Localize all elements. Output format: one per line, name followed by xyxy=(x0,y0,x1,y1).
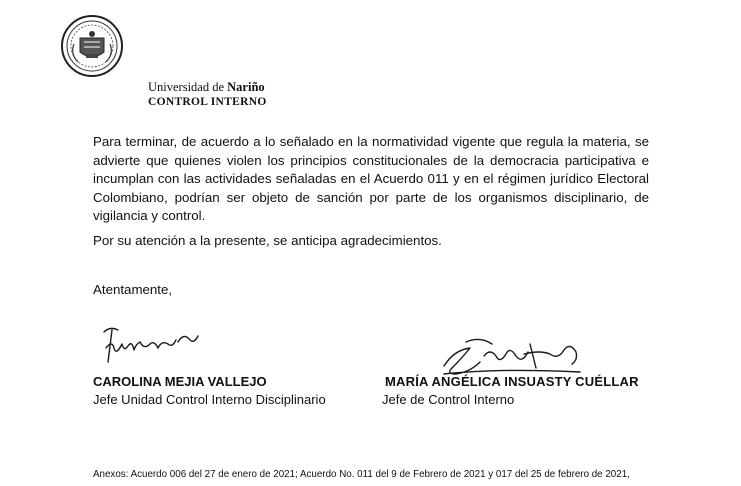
department-name: CONTROL INTERNO xyxy=(148,96,267,108)
signer-role-left: Jefe Unidad Control Interno Disciplinario xyxy=(93,392,326,407)
university-name: Nariño xyxy=(227,80,265,94)
annex-note: Anexos: Acuerdo 006 del 27 de enero de 2021; Acuerdo No. 011 del 9 de Febrero de 2021 y 017 del 25 de febrero de 2021, xyxy=(93,469,630,480)
body-paragraph-2: Por su atención a la presente, se anticipa agradecimientos. xyxy=(93,233,442,248)
signer-name-right: MARÍA ANGÉLICA INSUASTY CUÉLLAR xyxy=(385,374,639,389)
letterhead xyxy=(148,80,267,110)
signature-right-icon xyxy=(440,334,590,378)
signer-role-right: Jefe de Control Interno xyxy=(382,392,515,407)
closing-salutation: Atentamente, xyxy=(93,282,173,297)
university-line xyxy=(148,80,267,95)
university-seal-icon xyxy=(60,14,124,78)
university-prefix: Universidad de xyxy=(148,80,225,94)
signer-name-left: CAROLINA MEJIA VALLEJO xyxy=(93,374,267,389)
body-paragraph-1: Para terminar, de acuerdo a lo señalado en la normatividad vigente que regula la materia, se advierte que quienes violen los principios constitucionales de la democracia participativa e incumplan con las actividades señaladas en el Acuerdo 011 y en el régimen jurídico Electoral Colombiano, podrían ser objeto de sanción por parte de los organismos disciplinario, de vigilancia y control. xyxy=(93,134,649,223)
signature-left-icon xyxy=(98,318,218,366)
